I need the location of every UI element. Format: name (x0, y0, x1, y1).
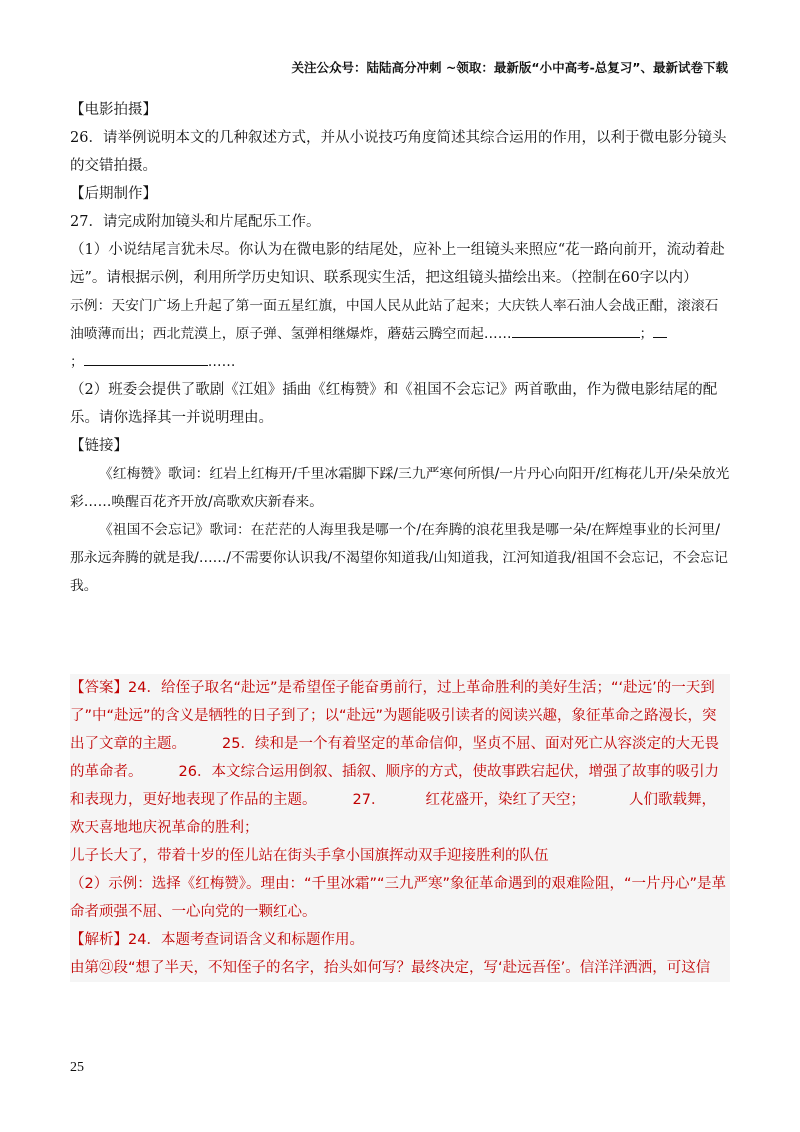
answer-blank[interactable] (653, 321, 667, 338)
page-number: 25 (70, 1060, 84, 1075)
example-separator: ； (639, 326, 654, 342)
section-heading-link: 【链接】 (70, 438, 128, 454)
answer-27-number: 27． (352, 792, 386, 808)
answer-27-line1: 红花盛开，染红了天空； (425, 792, 585, 808)
question-section (70, 96, 730, 600)
section-heading-film: 【电影拍摄】 (70, 102, 157, 118)
analysis-heading: 【解析】24．本题考查词语含义和标题作用。 (70, 932, 364, 948)
page-header: 关注公众号：陆陆高分冲刺 ~领取：最新版“小中高考-总复习”、最新试卷下载 (291, 60, 728, 75)
section-heading-post: 【后期制作】 (70, 186, 157, 202)
answer-27-line3: 儿子长大了，带着十岁的侄儿站在街头手拿小国旗挥动双手迎接胜利的队伍 (70, 848, 549, 864)
lyric-zuguo: 《祖国不会忘记》歌词：在茫茫的人海里我是哪一个/在奔腾的浪花里我是哪一朵/在辉煌事业的长河里/那永远奔腾的就是我/……/不需要你认识我/不渴望你知道我/山知道我，江河知道我/祖国不会忘记，不会忘记我。 (70, 522, 728, 594)
answer-blank[interactable] (84, 349, 208, 366)
answer-26: 26．本文综合运用倒叙、插叙、顺序的方式，使故事跌宕起伏，增强了故事的吸引力和表现力，更好地表现了作品的主题。 (70, 764, 719, 808)
example-semicolon: ； (70, 354, 84, 370)
question-26: 26．请举例说明本文的几种叙述方式，并从小说技巧角度简述其综合运用的作用，以利于微电影分镜头的交错拍摄。 (70, 130, 727, 174)
answer-25: 25．续和是一个有着坚定的革命信仰，坚贞不屈、面对死亡从容淡定的大无畏的革命者。 (70, 736, 719, 780)
answer-section (70, 674, 730, 982)
answer-blank[interactable] (512, 321, 640, 338)
answer-paragraph (70, 674, 730, 842)
question-27-part2: （2）班委会提供了歌剧《江姐》插曲《红梅赞》和《祖国不会忘记》两首歌曲，作为微电影结尾的配乐。请你选择其一并说明理由。 (70, 382, 718, 426)
lyric-hongmeizan: 《红梅赞》歌词：红岩上红梅开/千里冰霜脚下踩/三九严寒何所惧/一片丹心向阳开/红梅花儿开/朵朵放光彩……唤醒百花齐开放/高歌欢庆新春来。 (70, 466, 730, 510)
question-27: 27．请完成附加镜头和片尾配乐工作。 (70, 214, 321, 230)
example-body: 示例：天安门广场上升起了第一面五星红旗，中国人民从此站了起来；大庆铁人率石油人会战正酣，滚滚石油喷薄而出；西北荒漠上，原子弹、氢弹相继爆炸，蘑菇云腾空而起…… (70, 298, 719, 342)
question-27-part1: （1）小说结尾言犹未尽。你认为在微电影的结尾处，应补上一组镜头来照应“花一路向前开，流动着赴远”。请根据示例，利用所学历史知识、联系现实生活，把这组镜头描绘出来。（控制在60字以内） (70, 242, 725, 286)
answer-24: 【答案】24．给侄子取名“赴远”是希望侄子能奋勇前行，过上革命胜利的美好生活；“‘赴远’的一天到了”中“赴远”的含义是牺牲的日子到了；以“赴远”为题能吸引读者的阅读兴趣，象征革命之路漫长，突出了文章的主题。 (70, 680, 717, 752)
analysis-text: 由第㉑段“想了半天，不知侄子的名字，抬头如何写？最终决定，写‘赴远吾侄’。信洋洋洒洒，可这信 (70, 960, 711, 976)
example-ellipsis: …… (207, 354, 236, 370)
answer-27-part2: （2）示例：选择《红梅赞》。理由：“千里冰霜”“三九严寒”象征革命遇到的艰难险阻，“一片丹心”是革命者顽强不屈、一心向党的一颗红心。 (70, 876, 727, 920)
example-text (70, 292, 730, 376)
answer-27-line2: 人们歌载舞，欢天喜地地庆祝革命的胜利； (70, 792, 716, 836)
